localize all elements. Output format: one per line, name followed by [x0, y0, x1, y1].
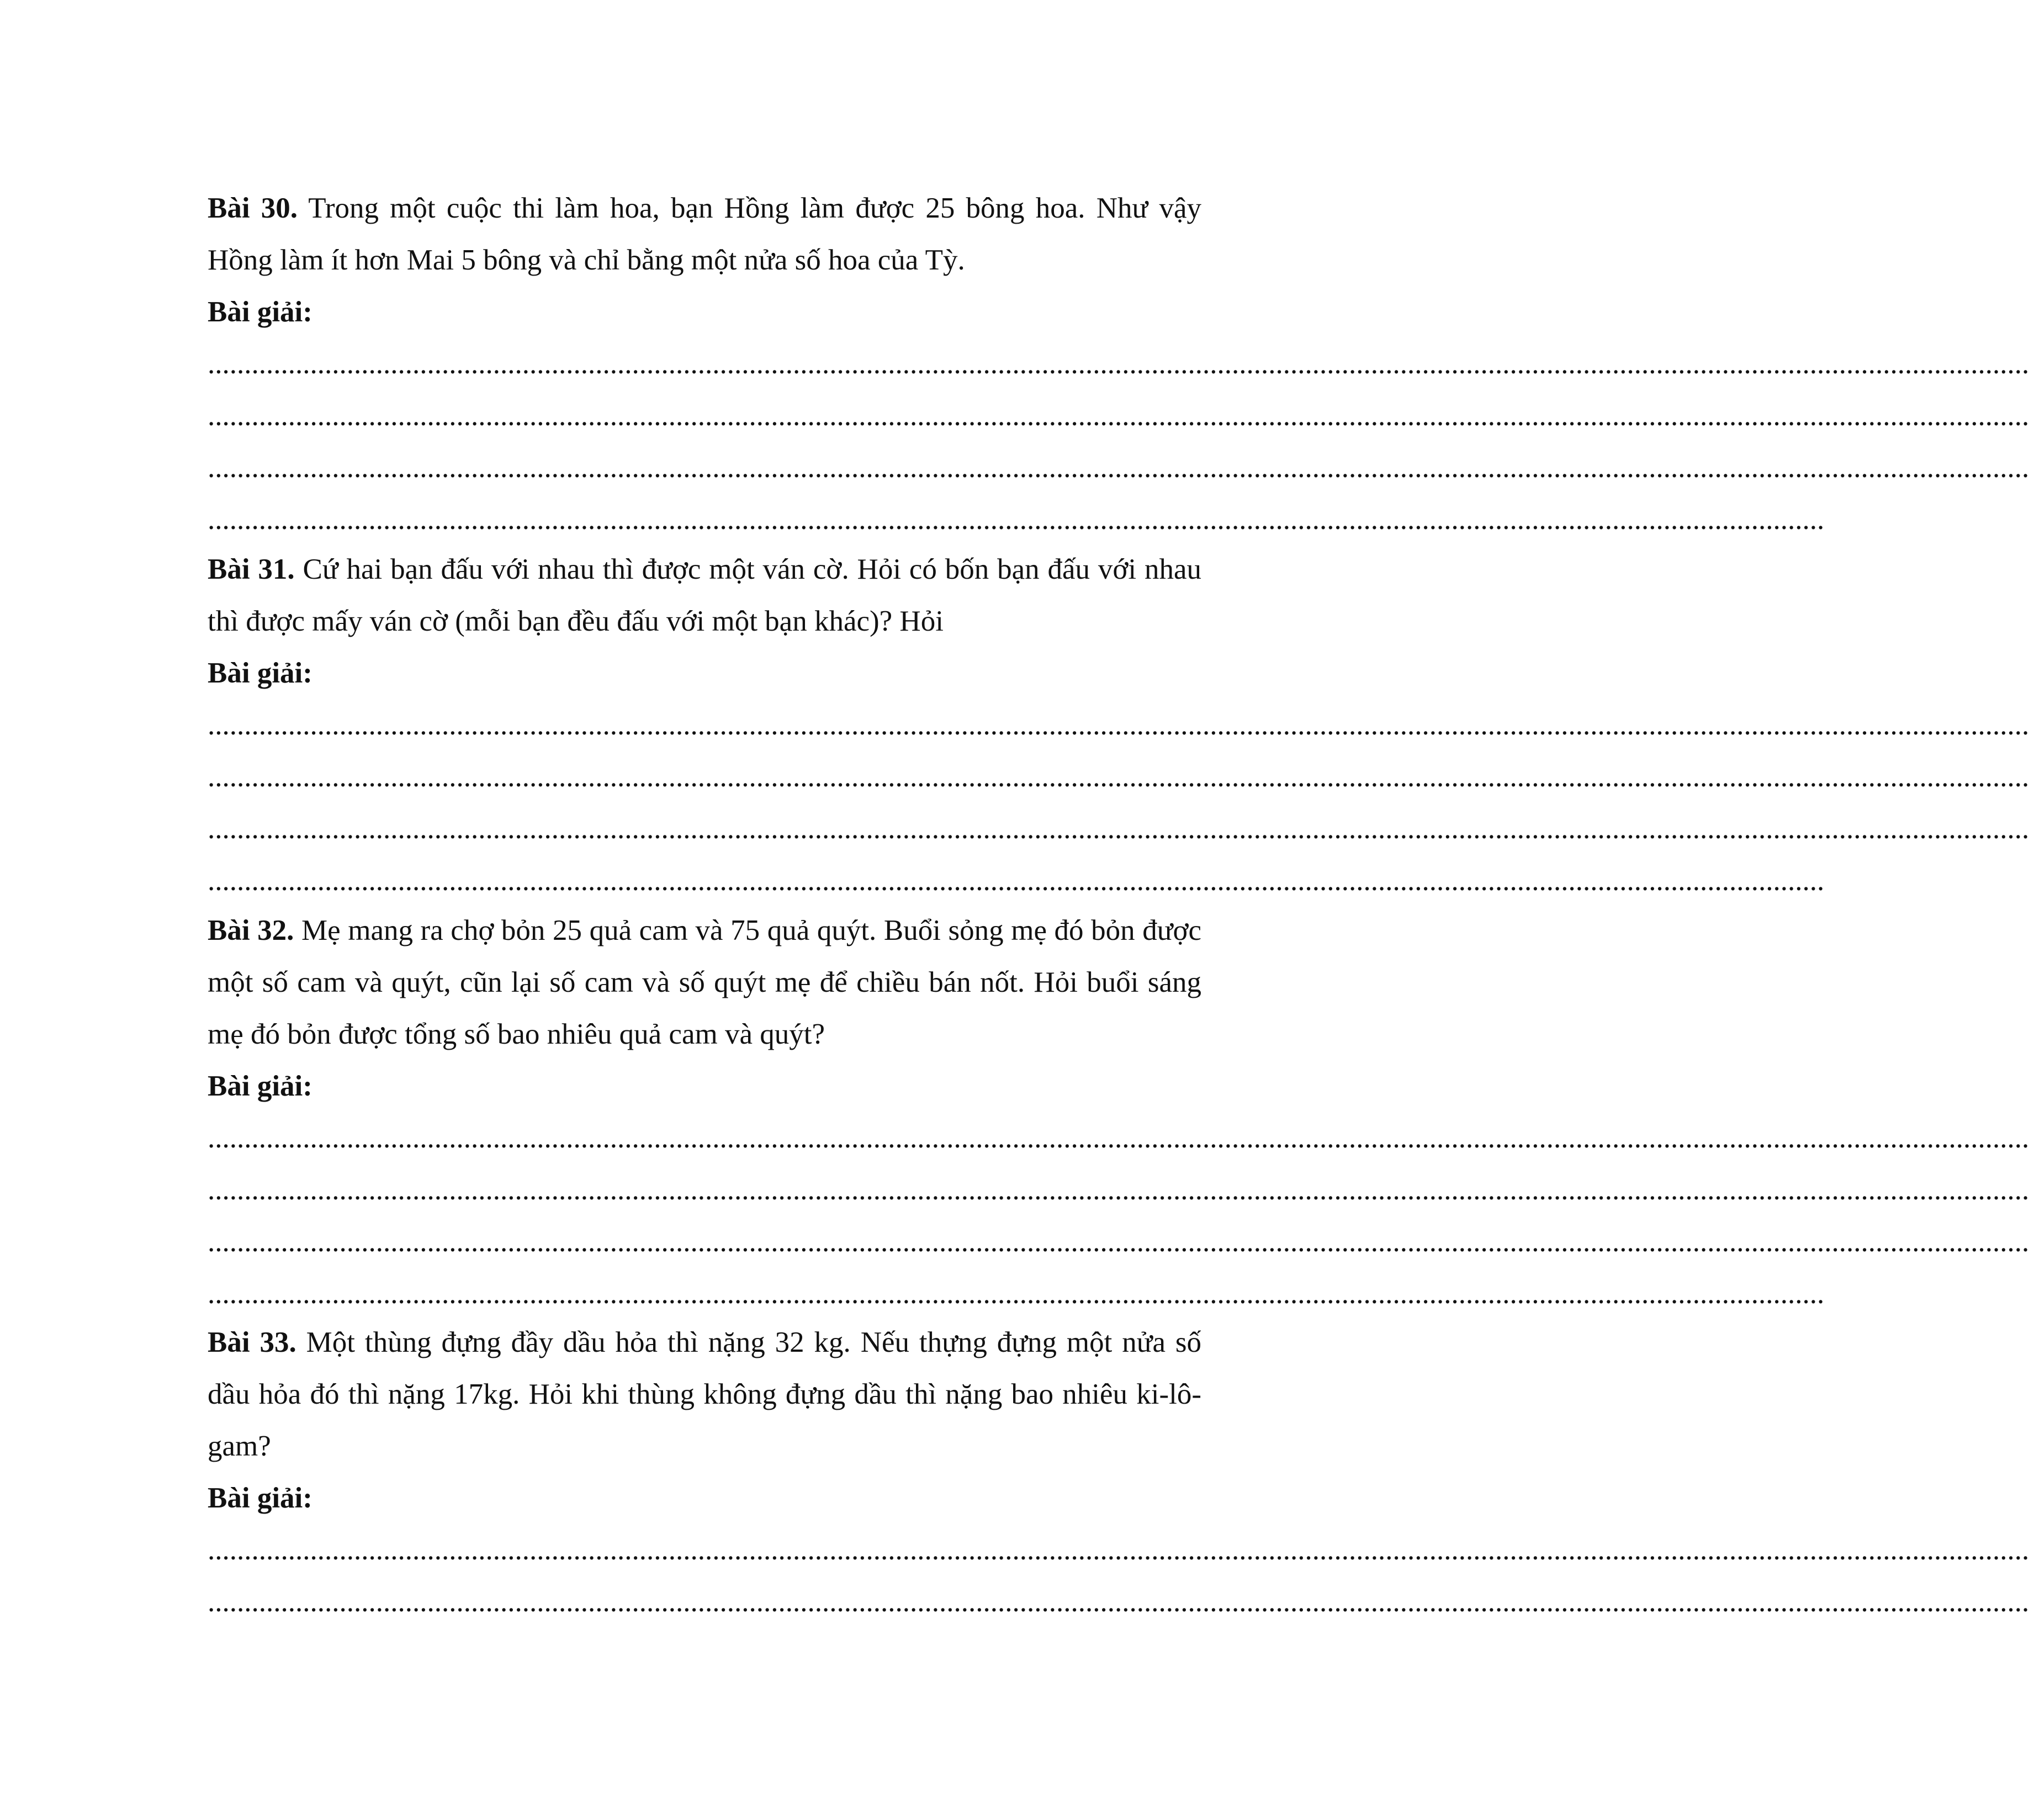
problem-30-label: Bài 30.	[208, 192, 298, 224]
answer-line[interactable]: .............................................................................................................................................................................................................................	[208, 1278, 1825, 1310]
answer-line[interactable]: .........................................................................................................................................................................................................................................................	[208, 348, 2029, 380]
answer-line[interactable]: .............................................................................................................................................................................................................................	[208, 504, 1825, 536]
answer-line[interactable]: .........................................................................................................................................................................................................................................................	[208, 813, 2029, 845]
problem-30-solution-label: Bài giải:	[208, 296, 312, 328]
problem-30-text: Trong một cuộc thi làm hoa, bạn Hồng làm được 25 bông hoa. Như vậy Hồng làm ít hơn Mai 5 bông và chỉ bằng một nửa số hoa của Tỳ.	[208, 192, 1202, 276]
problem-32-text: Mẹ mang ra chợ bỏn 25 quả cam và 75 quả quýt. Buổi sỏng mẹ đó bỏn được một số cam và quýt, cũn lại số cam và số quýt mẹ để chiều bán nốt. Hỏi buổi sáng mẹ đó bỏn được tổng số bao nhiêu quả cam và quýt?	[208, 914, 1201, 1050]
problem-30-statement	[208, 182, 1201, 286]
problem-33-statement	[208, 1316, 1201, 1472]
answer-line[interactable]: .........................................................................................................................................................................................................................................................	[208, 1122, 2029, 1154]
problem-31-label: Bài 31.	[208, 553, 295, 585]
answer-line[interactable]: .........................................................................................................................................................................................................................................................	[208, 709, 2029, 741]
problem-31-statement	[208, 543, 1201, 647]
answer-line[interactable]: .........................................................................................................................................................................................................................................................	[208, 761, 2029, 793]
problem-32-solution-label: Bài giải:	[208, 1070, 312, 1102]
problem-33-solution-label: Bài giải:	[208, 1482, 312, 1514]
problem-30	[208, 182, 2029, 546]
problem-32	[208, 904, 2029, 1320]
problem-31-text: Cứ hai bạn đấu với nhau thì được một ván cờ. Hỏi có bốn bạn đấu với nhau thì được mấy ván cờ (mỗi bạn đều đấu với một bạn khác)? Hỏi	[208, 553, 1202, 637]
problem-33-text: Một thùng đựng đầy dầu hỏa thì nặng 32 kg. Nếu thựng đựng một nửa số dầu hỏa đó thì nặng 17kg. Hỏi khi thùng không đựng dầu thì nặng bao nhiêu ki-lô-gam?	[208, 1326, 1201, 1462]
problem-32-statement	[208, 904, 1201, 1060]
problem-31-solution-label: Bài giải:	[208, 657, 312, 689]
problem-33	[208, 1316, 2029, 1628]
answer-line[interactable]: .........................................................................................................................................................................................................................................................	[208, 1174, 2029, 1206]
answer-line[interactable]: .........................................................................................................................................................................................................................................................	[208, 1586, 2029, 1618]
problem-32-label: Bài 32.	[208, 914, 294, 946]
problem-33-label: Bài 33.	[208, 1326, 296, 1358]
answer-line[interactable]: .........................................................................................................................................................................................................................................................	[208, 1534, 2029, 1566]
answer-line[interactable]: .............................................................................................................................................................................................................................	[208, 865, 1825, 897]
problem-31	[208, 543, 2029, 907]
answer-line[interactable]: .........................................................................................................................................................................................................................................................	[208, 452, 2029, 484]
answer-line[interactable]: .........................................................................................................................................................................................................................................................	[208, 400, 2029, 432]
answer-line[interactable]: .........................................................................................................................................................................................................................................................	[208, 1226, 2029, 1258]
